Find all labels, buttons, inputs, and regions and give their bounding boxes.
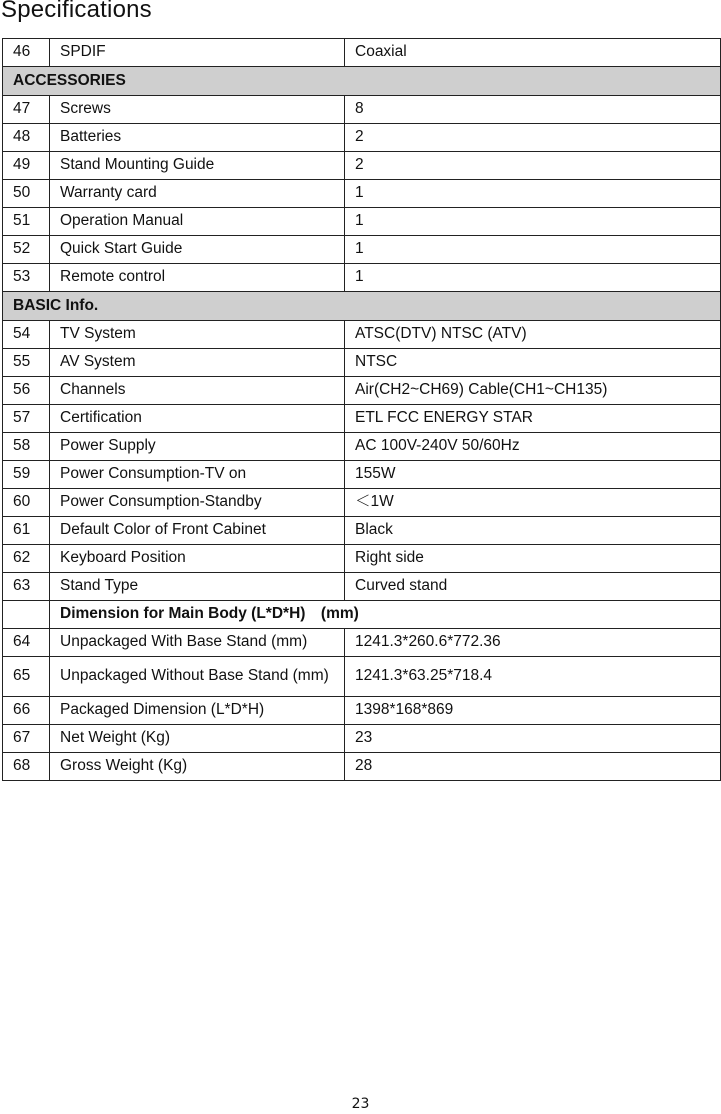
spec-value: Black: [345, 517, 721, 545]
table-row: [3, 433, 721, 461]
spec-value: 2: [345, 152, 721, 180]
spec-label: Screws: [50, 96, 345, 124]
table-row: [3, 697, 721, 725]
row-number: 59: [3, 461, 50, 489]
row-number: 63: [3, 573, 50, 601]
spec-label: Default Color of Front Cabinet: [50, 517, 345, 545]
row-number: 65: [3, 657, 50, 697]
row-number: 52: [3, 236, 50, 264]
dimension-header: Dimension for Main Body (L*D*H) (mm): [50, 601, 721, 629]
spec-label: Quick Start Guide: [50, 236, 345, 264]
row-number: 53: [3, 264, 50, 292]
row-number: 55: [3, 349, 50, 377]
row-number: 61: [3, 517, 50, 545]
spec-label: Net Weight (Kg): [50, 725, 345, 753]
spec-value: 2: [345, 124, 721, 152]
spec-value: Right side: [345, 545, 721, 573]
spec-label: Stand Type: [50, 573, 345, 601]
spec-label: Unpackaged With Base Stand (mm): [50, 629, 345, 657]
spec-label: Channels: [50, 377, 345, 405]
spec-label: Batteries: [50, 124, 345, 152]
spec-value: 28: [345, 753, 721, 781]
table-row: [3, 180, 721, 208]
table-row: [3, 725, 721, 753]
table-row: [3, 517, 721, 545]
row-number: 66: [3, 697, 50, 725]
spec-label: SPDIF: [50, 39, 345, 67]
spec-value: 1398*168*869: [345, 697, 721, 725]
row-number: 46: [3, 39, 50, 67]
spec-value: 23: [345, 725, 721, 753]
spec-value: Coaxial: [345, 39, 721, 67]
spec-value: AC 100V-240V 50/60Hz: [345, 433, 721, 461]
row-number: 68: [3, 753, 50, 781]
spec-label: Remote control: [50, 264, 345, 292]
table-row: [3, 236, 721, 264]
dimension-header-row: [3, 601, 721, 629]
section-header: BASIC Info.: [3, 292, 721, 321]
spec-value: 1: [345, 208, 721, 236]
table-row: [3, 321, 721, 349]
spec-label: AV System: [50, 349, 345, 377]
spec-value: Air(CH2~CH69) Cable(CH1~CH135): [345, 377, 721, 405]
row-number: 47: [3, 96, 50, 124]
row-number: 49: [3, 152, 50, 180]
row-number: 54: [3, 321, 50, 349]
row-number: 67: [3, 725, 50, 753]
row-number: 58: [3, 433, 50, 461]
spec-value: 1241.3*63.25*718.4: [345, 657, 721, 697]
spec-value: 8: [345, 96, 721, 124]
spec-value: Curved stand: [345, 573, 721, 601]
page-number: 23: [351, 1096, 370, 1112]
table-row: [3, 152, 721, 180]
spec-label: Stand Mounting Guide: [50, 152, 345, 180]
row-number: 51: [3, 208, 50, 236]
spec-value: ETL FCC ENERGY STAR: [345, 405, 721, 433]
table-row: [3, 39, 721, 67]
table-row: [3, 124, 721, 152]
table-row: [3, 461, 721, 489]
row-number: 50: [3, 180, 50, 208]
spec-value: 1241.3*260.6*772.36: [345, 629, 721, 657]
table-row: [3, 573, 721, 601]
row-number: 48: [3, 124, 50, 152]
row-number: 62: [3, 545, 50, 573]
row-number: [3, 601, 50, 629]
table-row: [3, 753, 721, 781]
spec-label: Warranty card: [50, 180, 345, 208]
row-number: 56: [3, 377, 50, 405]
spec-value: 1: [345, 236, 721, 264]
section-header: ACCESSORIES: [3, 67, 721, 96]
spec-value: NTSC: [345, 349, 721, 377]
spec-label: Certification: [50, 405, 345, 433]
spec-value: 155W: [345, 461, 721, 489]
table-row: [3, 264, 721, 292]
table-row: [3, 629, 721, 657]
section-header-row: [3, 292, 721, 321]
table-row: [3, 405, 721, 433]
row-number: 57: [3, 405, 50, 433]
spec-label: Unpackaged Without Base Stand (mm): [50, 657, 345, 697]
spec-value: ＜1W: [345, 489, 721, 517]
spec-table: [2, 38, 721, 781]
table-row: [3, 208, 721, 236]
spec-value: 1: [345, 264, 721, 292]
table-row: [3, 545, 721, 573]
spec-label: Power Consumption-TV on: [50, 461, 345, 489]
table-row: [3, 377, 721, 405]
spec-label: TV System: [50, 321, 345, 349]
table-row: [3, 489, 721, 517]
spec-value: ATSC(DTV) NTSC (ATV): [345, 321, 721, 349]
spec-label: Operation Manual: [50, 208, 345, 236]
spec-label: Power Supply: [50, 433, 345, 461]
spec-label: Keyboard Position: [50, 545, 345, 573]
table-row: [3, 96, 721, 124]
row-number: 60: [3, 489, 50, 517]
spec-label: Power Consumption-Standby: [50, 489, 345, 517]
page-title: Specifications: [1, 0, 152, 23]
spec-label: Packaged Dimension (L*D*H): [50, 697, 345, 725]
table-row: [3, 349, 721, 377]
spec-label: Gross Weight (Kg): [50, 753, 345, 781]
row-number: 64: [3, 629, 50, 657]
spec-value: 1: [345, 180, 721, 208]
table-row: [3, 657, 721, 697]
spec-table-body: [3, 39, 721, 781]
section-header-row: [3, 67, 721, 96]
